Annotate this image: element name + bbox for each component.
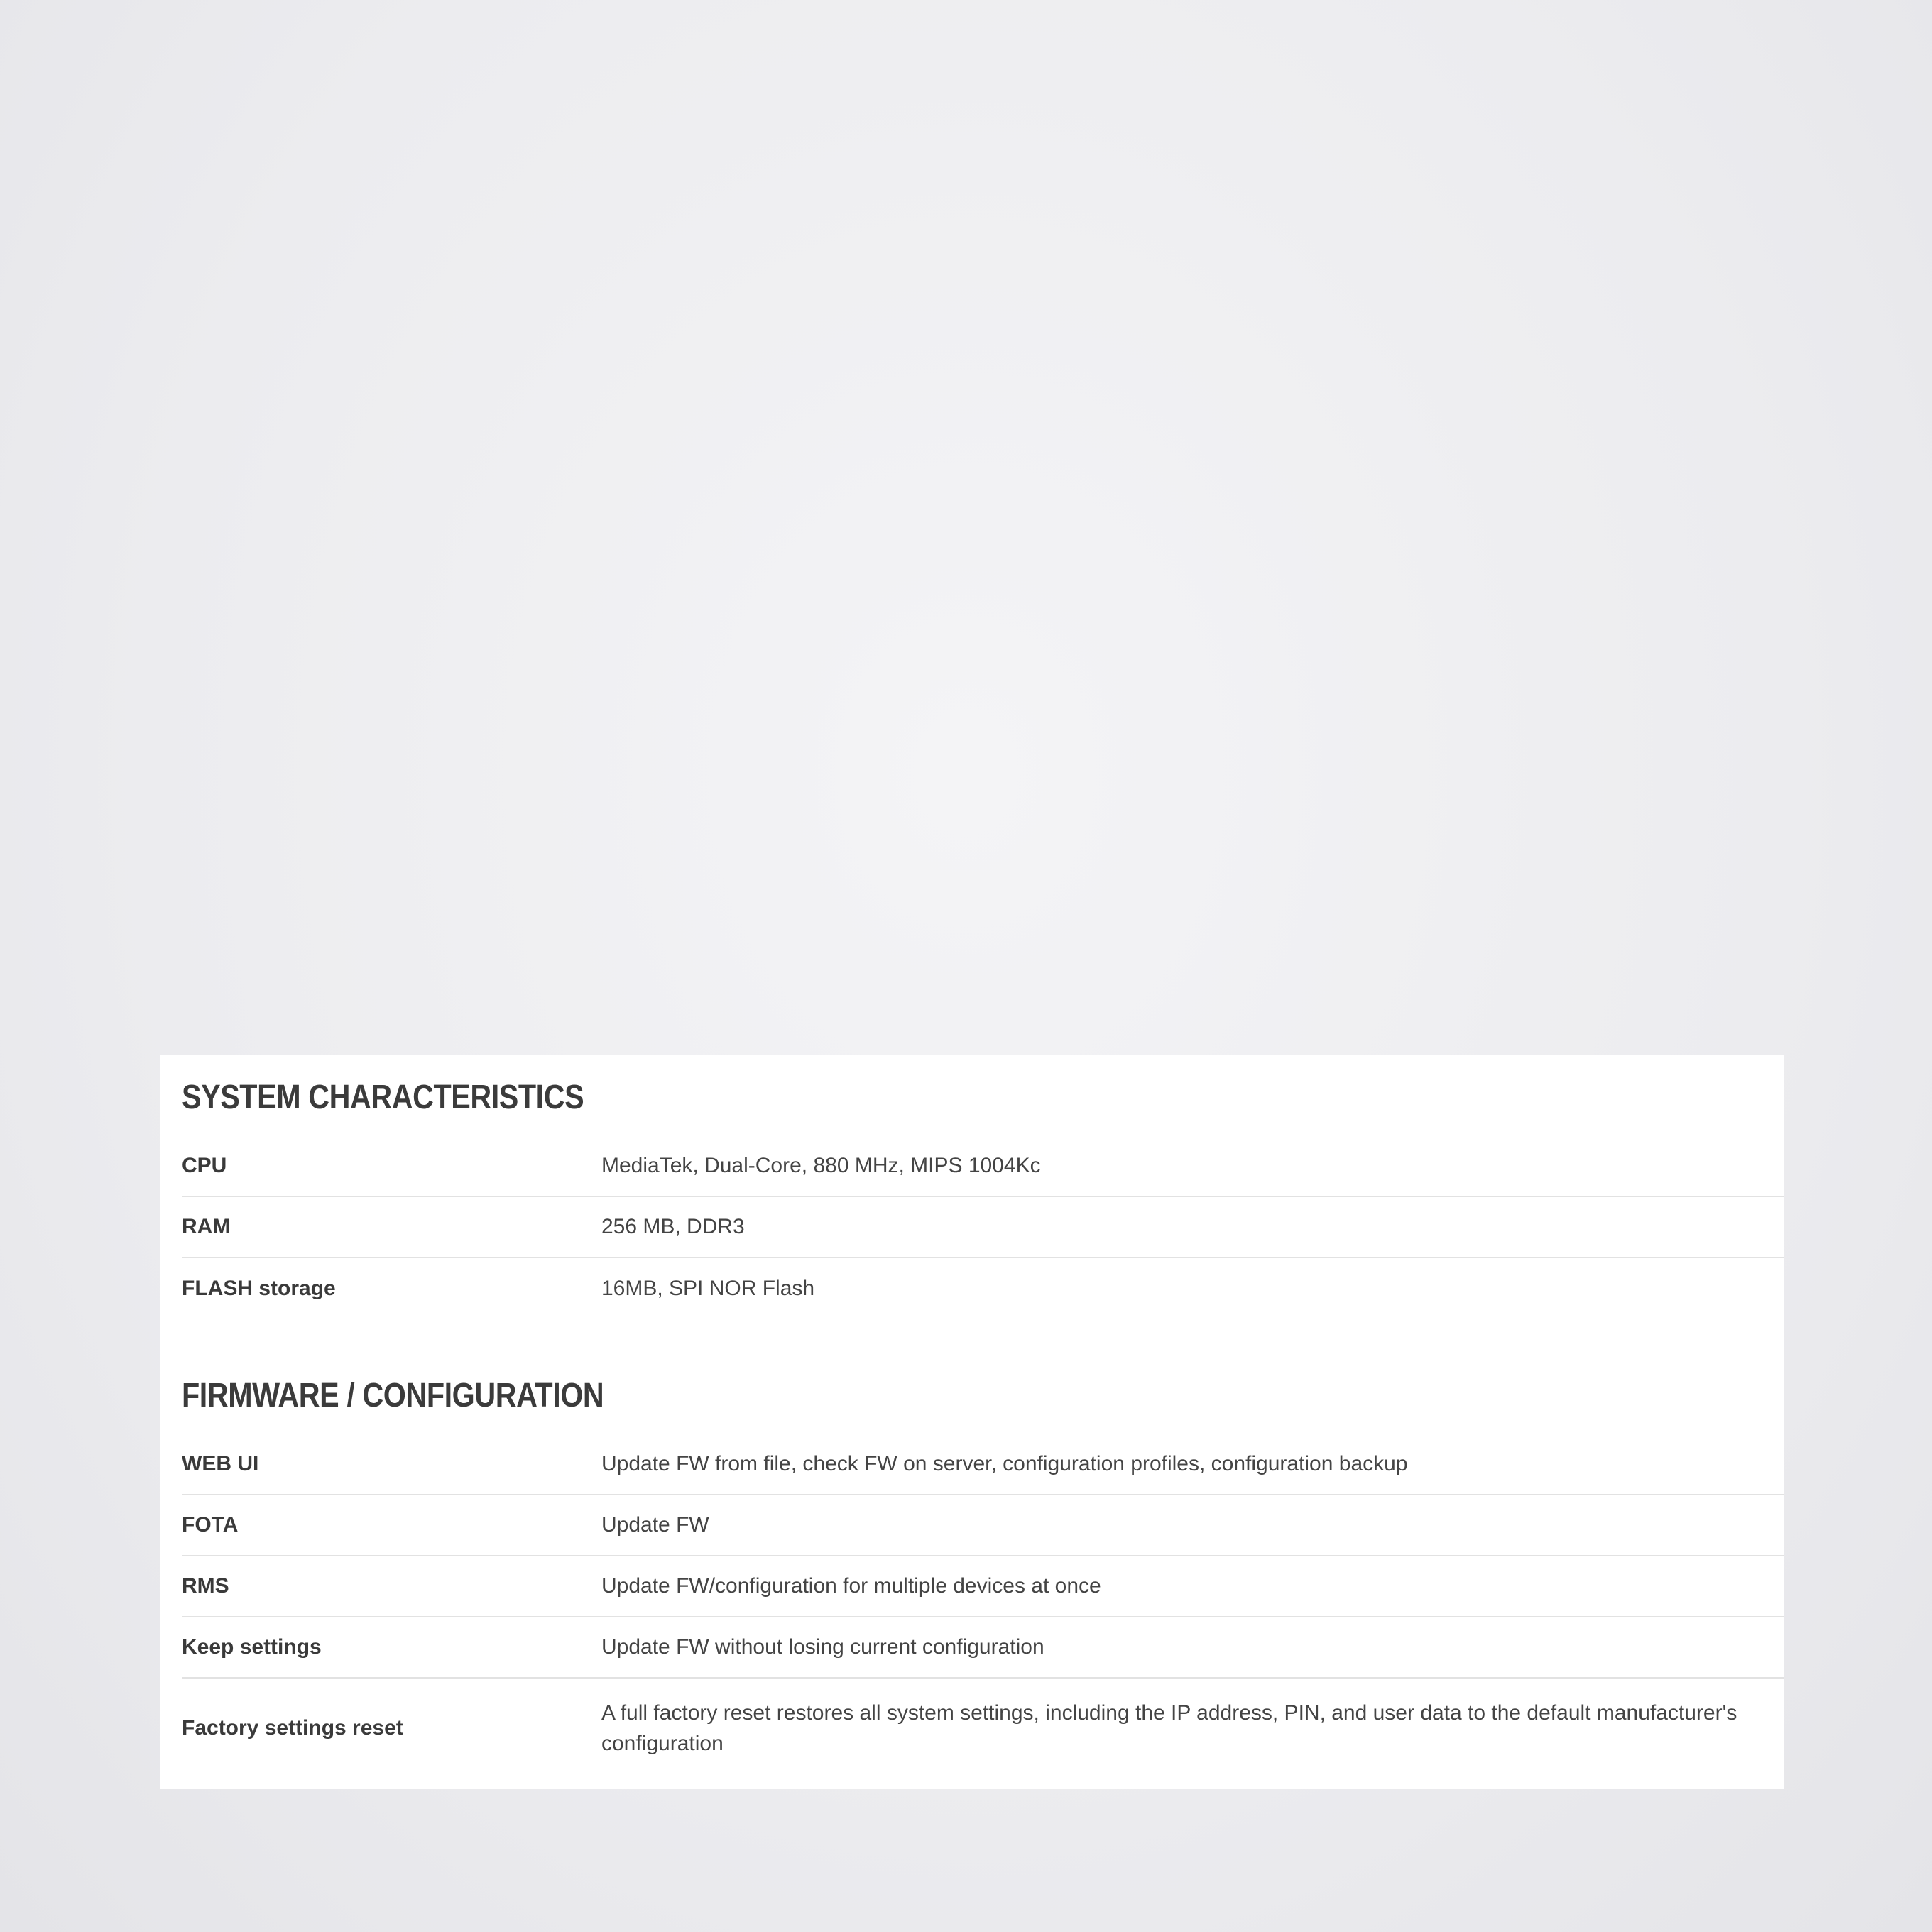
spec-value: 256 MB, DDR3 (601, 1215, 745, 1239)
spec-row (182, 1136, 1784, 1197)
firmware-table (182, 1434, 1784, 1778)
section-title-system-characteristics: SYSTEM CHARACTERISTICS (182, 1079, 584, 1116)
spec-row (182, 1434, 1784, 1495)
section-title-firmware-configuration: FIRMWARE / CONFIGURATION (182, 1377, 604, 1414)
spec-value: A full factory reset restores all system settings, including the IP address, PIN, and user data to the default manufacturer's configuration (601, 1701, 1737, 1755)
spec-row (182, 1258, 1784, 1319)
spec-value: Update FW (601, 1513, 709, 1537)
spec-value: MediaTek, Dual-Core, 880 MHz, MIPS 1004Kc (601, 1154, 1041, 1178)
spec-value: Update FW without losing current configuration (601, 1635, 1044, 1659)
spec-label: RMS (182, 1574, 229, 1598)
spec-label: CPU (182, 1154, 227, 1177)
spec-label: FOTA (182, 1513, 239, 1537)
spec-label: RAM (182, 1215, 231, 1238)
spec-value: 16MB, SPI NOR Flash (601, 1277, 815, 1301)
spec-label: Factory settings reset (182, 1716, 403, 1740)
spec-row (182, 1679, 1784, 1778)
spec-row (182, 1556, 1784, 1617)
spec-row (182, 1495, 1784, 1556)
spec-label: Keep settings (182, 1635, 322, 1659)
spec-value: Update FW/configuration for multiple devices at once (601, 1574, 1101, 1598)
spec-row (182, 1197, 1784, 1258)
system-table (182, 1136, 1784, 1319)
spec-label: FLASH storage (182, 1277, 336, 1300)
spec-card-2 (160, 1055, 1784, 1789)
spec-label: WEB UI (182, 1452, 259, 1475)
spec-value: Update FW from file, check FW on server, configuration profiles, configuration backup (601, 1452, 1408, 1476)
spec-row (182, 1617, 1784, 1679)
